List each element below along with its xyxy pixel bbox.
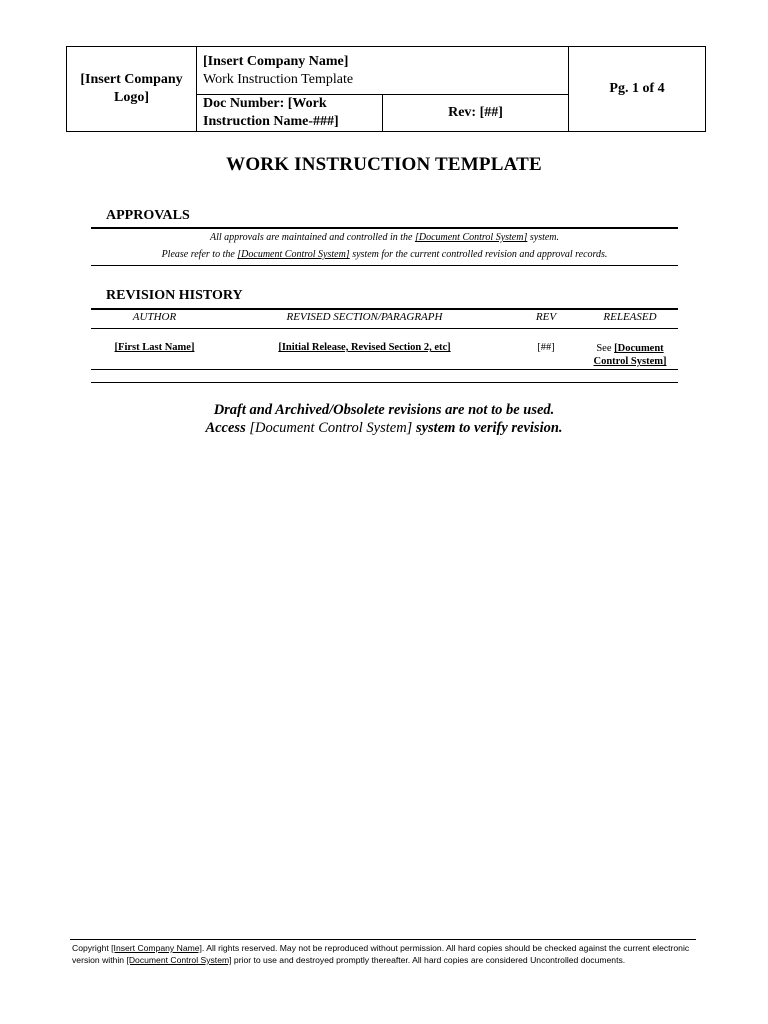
released-prefix: See — [596, 343, 615, 354]
notice-line-2-start: Access — [205, 420, 250, 436]
document-title: WORK INSTRUCTION TEMPLATE — [226, 154, 542, 175]
approvals-line-1 — [91, 232, 678, 243]
approvals-line-2-text: Please refer to the — [161, 249, 238, 260]
revision-header-rule — [91, 328, 678, 329]
approvals-line-2 — [91, 249, 678, 260]
company-name: [Insert Company Name] — [203, 53, 349, 69]
doc-number: Doc Number: [Work Instruction Name-###] — [197, 95, 383, 132]
approvals-line-1-text: All approvals are maintained and controlled in the — [209, 232, 415, 243]
page-number-text: Pg. 1 of 4 — [609, 81, 665, 96]
revision-top-rule — [91, 308, 678, 310]
approvals-line-1-end: system. — [527, 232, 560, 243]
column-header-released: RELEASED — [603, 311, 657, 323]
released-link-line-1[interactable]: [Document — [614, 343, 664, 354]
footer-text-3: prior to use and destroyed promptly thereafter. All hard copies are considered Uncontrolled documents. — [231, 955, 626, 965]
company-logo-placeholder: [Insert Company Logo] — [67, 47, 197, 132]
footer-text-1: Copyright — [72, 943, 112, 953]
footer-company-name[interactable]: [Insert Company Name] — [111, 943, 202, 953]
footer-rule — [70, 939, 696, 940]
released-link-line-2[interactable]: Control System] — [593, 356, 667, 367]
revision-number: Rev: [##] — [383, 95, 569, 132]
revised-section-cell[interactable]: [Initial Release, Revised Section 2, etc] — [278, 342, 451, 353]
notice-document-control-system: [Document Control System] — [249, 420, 413, 436]
template-name: Work Instruction Template — [203, 71, 354, 87]
revision-bottom-rule — [91, 382, 678, 383]
notice-line-1: Draft and Archived/Obsolete revisions are not to be used. — [213, 402, 555, 418]
document-control-system-link[interactable]: [Document Control System] — [237, 249, 350, 260]
notice-line-2 — [0, 420, 768, 437]
released-cell — [582, 342, 678, 368]
approvals-heading: APPROVALS — [106, 208, 190, 223]
approvals-top-rule — [91, 227, 678, 229]
copyright-footer — [72, 942, 702, 966]
notice-line-2-end: system to verify revision. — [412, 420, 563, 436]
page-number — [569, 47, 706, 132]
footer-document-control-system[interactable]: [Document Control System] — [126, 955, 232, 965]
approvals-bottom-rule — [91, 265, 678, 266]
footer-text-2: . All rights reserved. May not be reproduced without permission. All hard copies should be checked against the current electronic version within — [72, 943, 690, 965]
column-header-rev: REV — [535, 311, 557, 323]
revision-history-heading: REVISION HISTORY — [106, 288, 243, 303]
document-header — [66, 46, 706, 132]
approvals-line-2-end: system for the current controlled revision and approval records. — [349, 249, 608, 260]
company-info — [197, 47, 569, 95]
rev-cell: [##] — [537, 342, 555, 353]
revision-row-rule — [91, 369, 678, 370]
column-header-author: AUTHOR — [132, 311, 177, 323]
column-header-revised-section: REVISED SECTION/PARAGRAPH — [286, 311, 443, 323]
document-control-system-link[interactable]: [Document Control System] — [414, 232, 528, 243]
author-cell[interactable]: [First Last Name] — [114, 342, 195, 353]
